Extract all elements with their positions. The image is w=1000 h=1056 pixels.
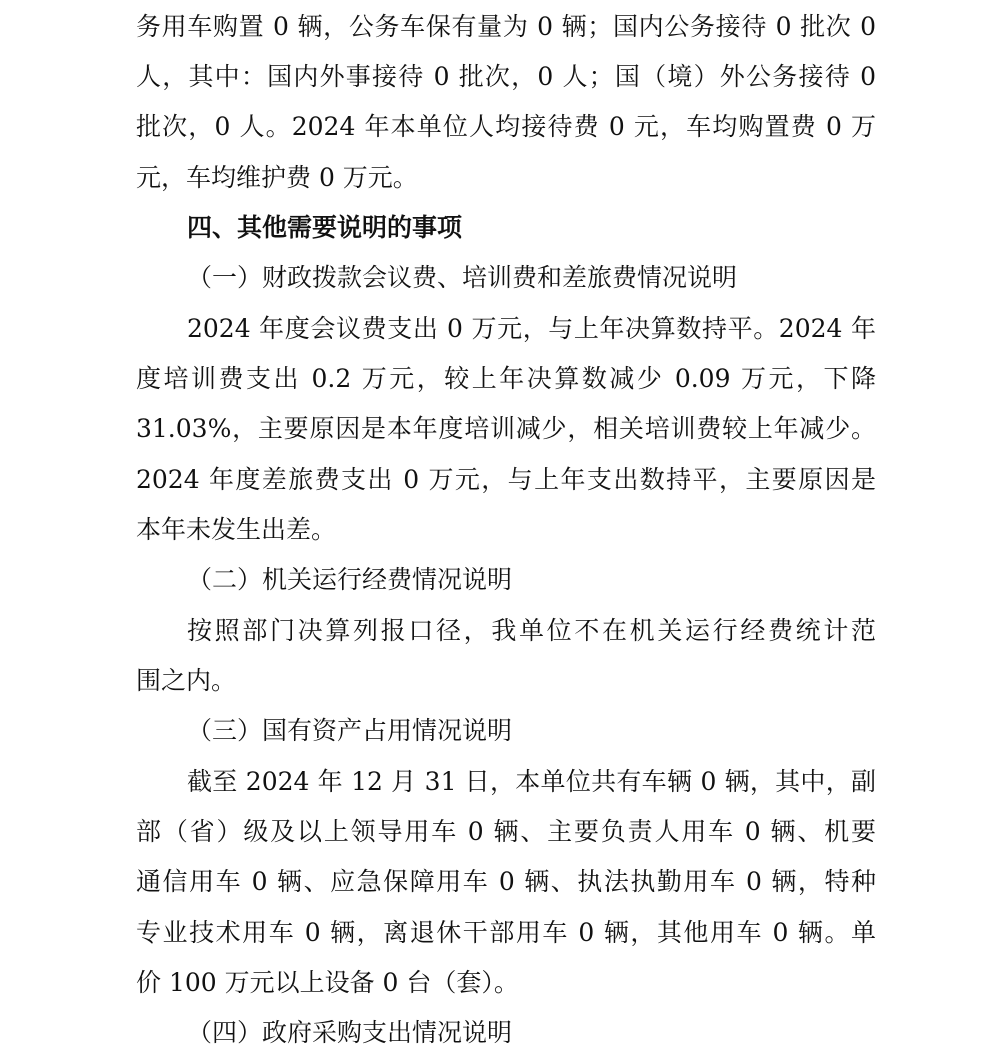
body-text-line: 价 100 万元以上设备 0 台（套）。	[136, 968, 519, 997]
body-text-line: 2024 年度会议费支出 0 万元，与上年决算数持平。2024 年	[187, 314, 876, 343]
body-text-line: 围之内。	[136, 666, 237, 695]
body-text-line: 截至 2024 年 12 月 31 日，本单位共有车辆 0 辆，其中，副	[187, 767, 876, 796]
body-text-line: 2024 年度差旅费支出 0 万元，与上年支出数持平，主要原因是	[136, 465, 876, 494]
body-text-line: 31.03%，主要原因是本年度培训减少，相关培训费较上年减少。	[136, 414, 876, 443]
subsection-heading: （一）财政拨款会议费、培训费和差旅费情况说明	[187, 263, 738, 292]
body-text-line: 专业技术用车 0 辆，离退休干部用车 0 辆，其他用车 0 辆。单	[136, 918, 876, 947]
body-text-line: 人，其中：国内外事接待 0 批次，0 人；国（境）外公务接待 0	[136, 62, 876, 91]
section-heading: 四、其他需要说明的事项	[187, 213, 463, 242]
body-text-line: 元，车均维护费 0 万元。	[136, 163, 418, 192]
body-text-line: 度培训费支出 0.2 万元，较上年决算数减少 0.09 万元，下降	[136, 364, 876, 393]
subsection-heading: （四）政府采购支出情况说明	[187, 1018, 513, 1047]
body-text-line: 务用车购置 0 辆，公务车保有量为 0 辆；国内公务接待 0 批次 0	[136, 12, 876, 41]
body-text-line: 本年未发生出差。	[136, 515, 337, 544]
body-text-line: 通信用车 0 辆、应急保障用车 0 辆、执法执勤用车 0 辆，特种	[136, 867, 876, 896]
body-text-line: 部（省）级及以上领导用车 0 辆、主要负责人用车 0 辆、机要	[136, 817, 876, 846]
body-text-line: 批次，0 人。2024 年本单位人均接待费 0 元，车均购置费 0 万	[136, 112, 876, 141]
subsection-heading: （三）国有资产占用情况说明	[187, 716, 513, 745]
body-text-line: 按照部门决算列报口径，我单位不在机关运行经费统计范	[187, 616, 876, 645]
subsection-heading: （二）机关运行经费情况说明	[187, 565, 513, 594]
